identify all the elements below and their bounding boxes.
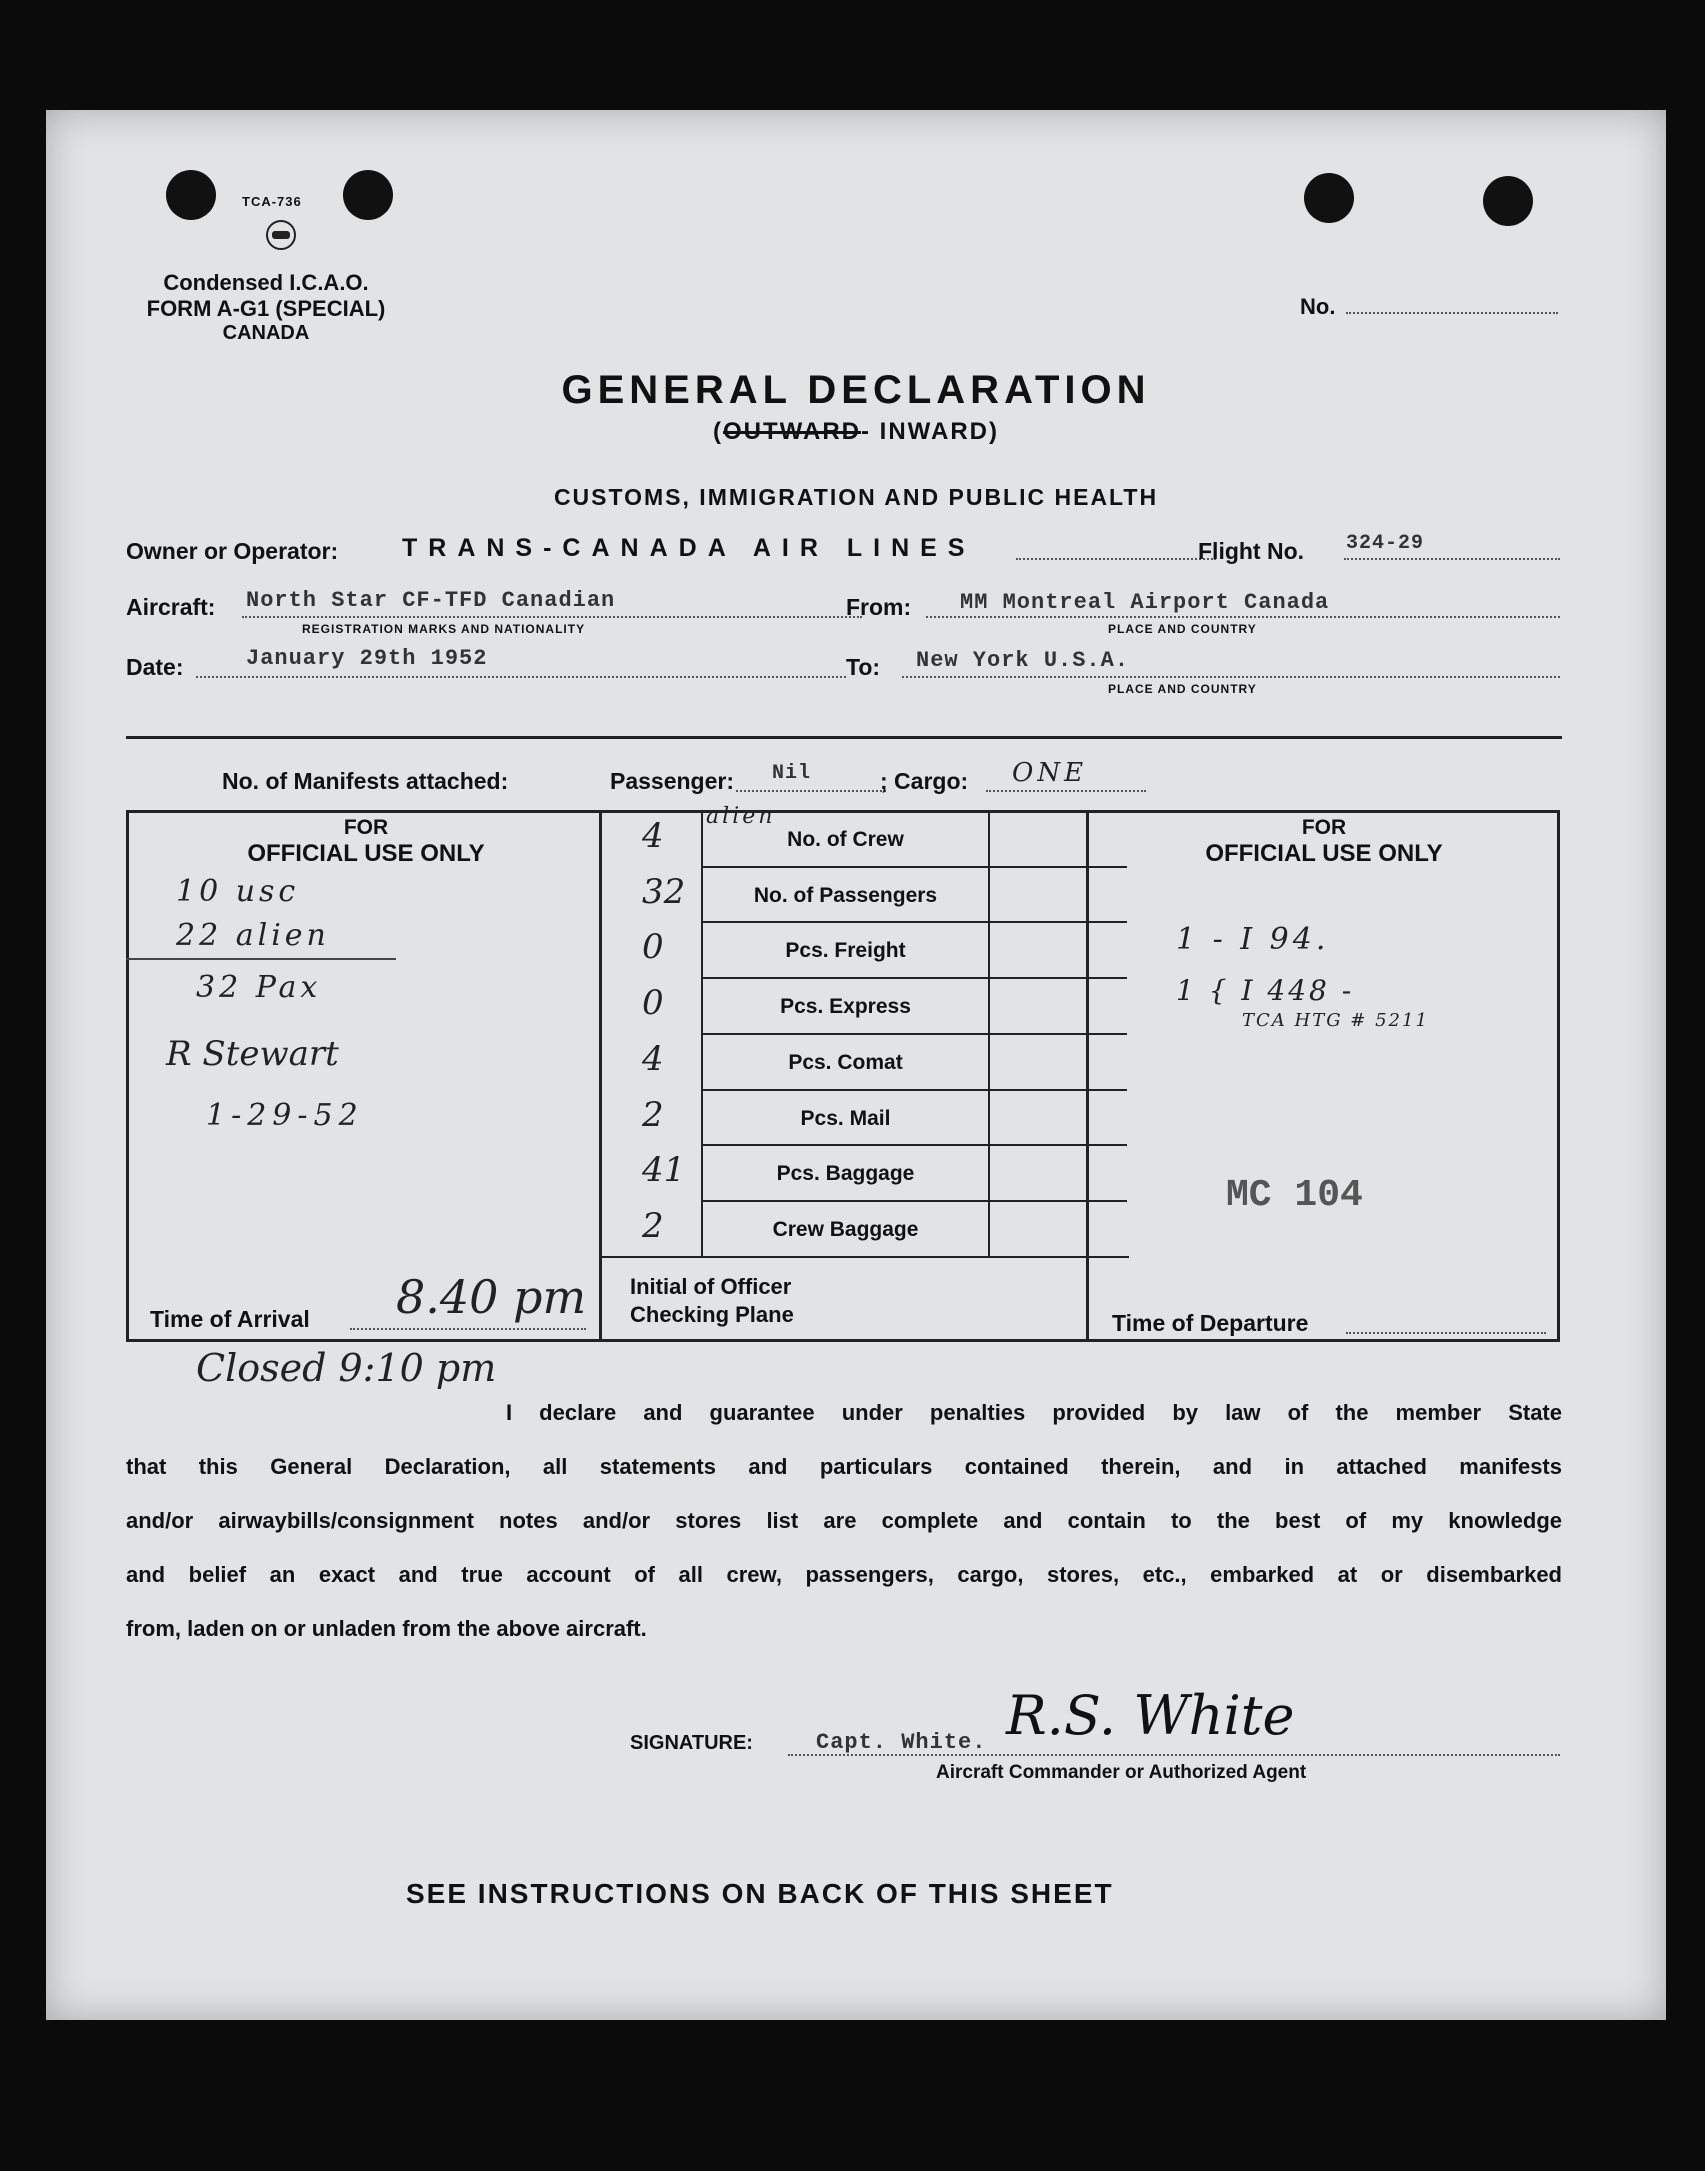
declaration-line-4: and belief an exact and true account of all crew, passengers, cargo, stores, etc., embarked at or disembarked	[126, 1562, 1562, 1587]
count-value: 2	[642, 1205, 664, 1246]
left-note-1: 10 usc	[176, 874, 300, 909]
count-check-cell[interactable]	[992, 1093, 1124, 1141]
aircraft-caption: REGISTRATION MARKS AND NATIONALITY	[302, 622, 586, 636]
count-label: Pcs. Baggage	[776, 1162, 915, 1186]
count-check-cell[interactable]	[992, 1148, 1124, 1196]
left-official-heading-2: OFFICIAL USE ONLY	[247, 840, 485, 867]
passenger-manifest-field[interactable]	[736, 790, 886, 792]
left-note-2: 22 alien	[176, 918, 330, 953]
count-check-cell[interactable]	[992, 870, 1124, 918]
signature-label: SIGNATURE:	[630, 1732, 753, 1754]
flight-field[interactable]	[1344, 558, 1560, 560]
declaration-form-sheet	[46, 110, 1666, 2020]
owner-value: TRANS-CANADA AIR LINES	[402, 534, 976, 562]
departure-field[interactable]	[1346, 1332, 1546, 1334]
to-label: To:	[846, 654, 881, 680]
arrival-field[interactable]	[350, 1328, 586, 1330]
count-label: No. of Crew	[787, 828, 904, 851]
date-field[interactable]	[196, 676, 846, 678]
count-row-divider	[701, 866, 1127, 868]
arrival-label: Time of Arrival	[150, 1306, 310, 1332]
count-label: Pcs. Express	[780, 995, 911, 1019]
flight-value: 324-29	[1346, 532, 1425, 555]
owner-dotted-line	[1016, 558, 1216, 560]
date-label: Date:	[126, 654, 184, 680]
right-note-1: 1 - I 94.	[1176, 922, 1330, 957]
office-stamp: MC 104	[1226, 1174, 1363, 1217]
left-official-heading-1: FOR	[343, 816, 389, 839]
date-value: January 29th 1952	[246, 646, 488, 671]
count-label: Pcs. Freight	[785, 939, 906, 963]
cargo-value: ONE	[1012, 758, 1088, 788]
form-code: TCA-736	[242, 194, 302, 209]
count-row-divider	[701, 1200, 1127, 1202]
count-note: alien	[706, 804, 776, 829]
count-value: 41	[642, 1150, 686, 1191]
count-value: 4	[642, 816, 664, 856]
from-caption: PLACE AND COUNTRY	[1108, 622, 1257, 636]
left-note-4: R Stewart	[166, 1034, 339, 1074]
aircraft-label: Aircraft:	[126, 594, 216, 620]
count-row-divider	[701, 1089, 1127, 1091]
box-divider-left	[599, 810, 602, 1342]
count-row-divider	[701, 921, 1127, 923]
departure-label: Time of Departure	[1112, 1310, 1309, 1336]
cargo-manifest-field[interactable]	[986, 790, 1146, 792]
declaration-line-3: and/or airwaybills/consignment notes and/or stores list are complete and contain to the best of my knowledge	[126, 1508, 1562, 1533]
count-label: Pcs. Mail	[800, 1106, 891, 1130]
signature-handwritten: R.S. White	[1006, 1684, 1295, 1747]
count-check-cell[interactable]	[992, 814, 1124, 862]
subheading: CUSTOMS, IMMIGRATION AND PUBLIC HEALTH	[553, 484, 1159, 510]
footer-instructions: SEE INSTRUCTIONS ON BACK OF THIS SHEET	[406, 1878, 1114, 1909]
signature-typed: Capt. White.	[816, 1730, 987, 1755]
cargo-label: ; Cargo:	[880, 768, 969, 794]
closed-note: Closed 9:10 pm	[196, 1346, 497, 1390]
punch-hole-icon	[1483, 176, 1533, 226]
form-line-2: FORM A-G1 (SPECIAL)	[146, 296, 386, 321]
count-label: No. of Passengers	[753, 883, 938, 907]
declaration-line-1: I declare and guarantee under penalties provided by law of the member State	[506, 1400, 1562, 1425]
count-row-divider	[701, 1033, 1127, 1035]
airline-logo-icon	[266, 220, 296, 250]
left-note-rule	[126, 958, 396, 960]
owner-label: Owner or Operator:	[126, 538, 339, 564]
from-field[interactable]	[926, 616, 1560, 618]
officer-label-2: Checking Plane	[630, 1302, 794, 1327]
count-check-cell[interactable]	[992, 925, 1124, 973]
passenger-value: Nil	[772, 762, 812, 785]
right-official-heading-2: OFFICIAL USE ONLY	[1205, 840, 1443, 867]
to-value: New York U.S.A.	[916, 648, 1130, 673]
right-note-2: 1 { I 448 -	[1176, 974, 1355, 1007]
count-row-divider	[701, 977, 1127, 979]
punch-hole-icon	[343, 170, 393, 220]
subtitle-struck: OUTWARD	[723, 418, 861, 445]
to-caption: PLACE AND COUNTRY	[1108, 682, 1257, 696]
count-value: 0	[642, 927, 664, 968]
subtitle-rest: - INWARD)	[861, 418, 999, 445]
signature-caption: Aircraft Commander or Authorized Agent	[936, 1762, 1307, 1783]
aircraft-value: North Star CF-TFD Canadian	[246, 588, 616, 613]
no-field[interactable]	[1346, 312, 1558, 314]
form-line-3: CANADA	[222, 322, 310, 344]
counts-bottom-line	[602, 1256, 1129, 1258]
form-line-1: Condensed I.C.A.O.	[163, 270, 369, 295]
left-note-3: 32 Pax	[196, 970, 322, 1005]
from-label: From:	[846, 594, 912, 620]
count-check-cell[interactable]	[992, 981, 1124, 1029]
page-subtitle	[46, 418, 1666, 446]
flight-label: Flight No.	[1198, 538, 1305, 564]
count-label: Crew Baggage	[772, 1217, 919, 1241]
count-row-divider	[701, 1144, 1127, 1146]
officer-label-1: Initial of Officer	[630, 1274, 792, 1299]
left-note-5: 1-29-52	[206, 1098, 364, 1133]
count-value: 0	[642, 983, 664, 1024]
declaration-line-2: that this General Declaration, all statements and particulars contained therein, and in attached manifests	[126, 1454, 1562, 1479]
count-label: Pcs. Comat	[788, 1050, 903, 1074]
aircraft-field[interactable]	[242, 616, 862, 618]
right-note-3: TCA HTG # 5211	[1242, 1010, 1429, 1031]
punch-hole-icon	[166, 170, 216, 220]
arrival-value: 8.40 pm	[396, 1270, 587, 1324]
punch-hole-icon	[1304, 173, 1354, 223]
page-title: GENERAL DECLARATION	[561, 368, 1151, 412]
count-check-cell[interactable]	[992, 1037, 1124, 1085]
count-value: 2	[642, 1094, 664, 1135]
manifests-label: No. of Manifests attached:	[222, 768, 509, 794]
right-official-heading-1: FOR	[1301, 816, 1347, 839]
from-value: MM Montreal Airport Canada	[960, 590, 1330, 615]
declaration-line-5: from, laden on or unladen from the above aircraft.	[126, 1616, 647, 1641]
count-check-cell[interactable]	[992, 1204, 1124, 1252]
count-value: 32	[642, 871, 686, 912]
no-label: No.	[1300, 294, 1336, 319]
to-field[interactable]	[902, 676, 1560, 678]
subtitle-open: (	[713, 418, 724, 445]
count-value: 4	[642, 1038, 664, 1079]
passenger-label: Passenger:	[610, 768, 735, 794]
separator-line	[126, 736, 1562, 739]
